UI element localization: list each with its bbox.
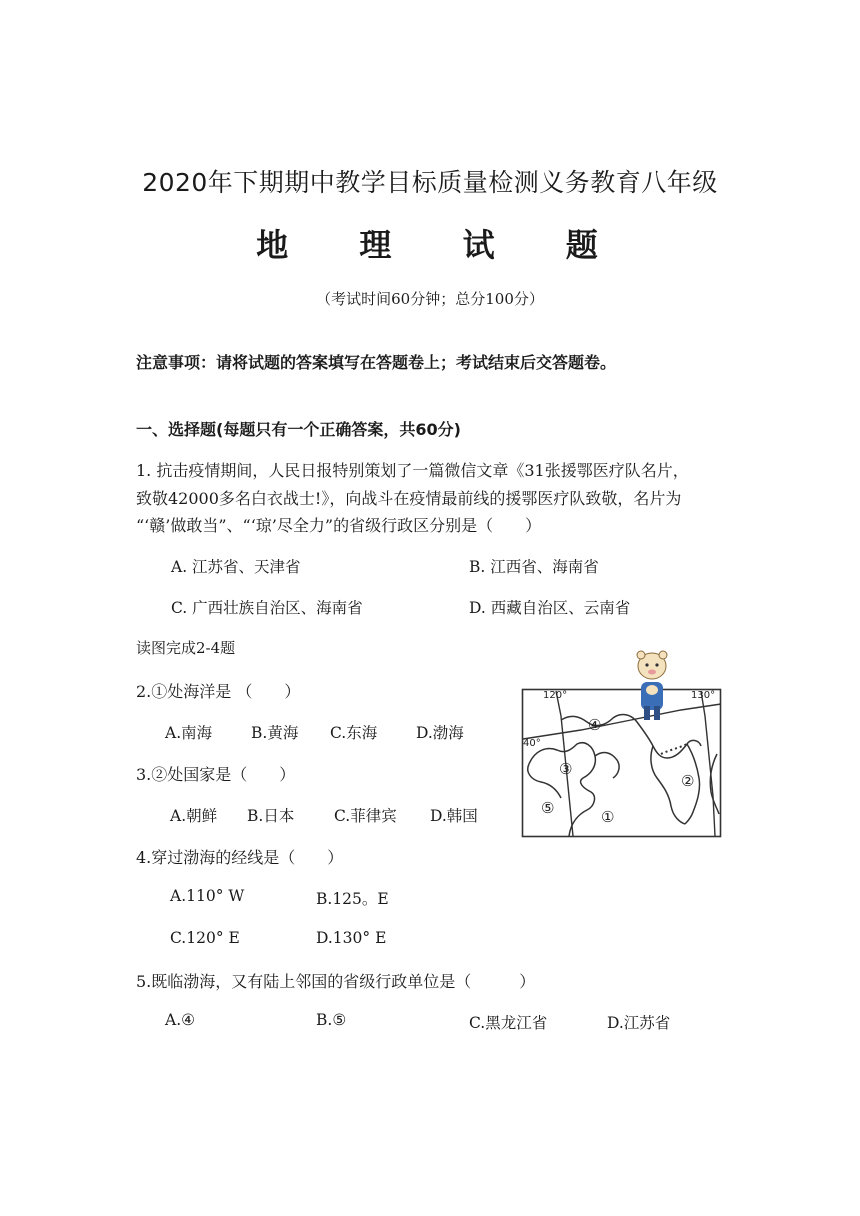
read-map-instruction: 读图完成2-4题	[136, 639, 236, 657]
map-label-120: 120°	[543, 690, 568, 701]
question-3-option-c: C.菲律宾	[334, 807, 397, 825]
question-5-option-c: C.黑龙江省	[469, 1014, 548, 1032]
exam-info: （考试时间60分钟；总分100分）	[316, 290, 544, 308]
map-label-4: ④	[588, 716, 602, 734]
question-2-option-a: A.南海	[165, 724, 213, 742]
map-label-2: ②	[681, 772, 695, 790]
question-4-option-b: B.125。E	[316, 890, 389, 908]
question-4-option-a: A.110° W	[170, 887, 245, 905]
question-1-option-a: A. 江苏省、天津省	[171, 558, 301, 576]
question-1-option-c: C. 广西壮族自治区、海南省	[171, 599, 363, 617]
question-1-line-1: 1. 抗击疫情期间，人民日报特别策划了一篇微信文章《31张援鄂医疗队名片，	[136, 461, 689, 480]
question-5-option-b: B.⑤	[316, 1011, 347, 1029]
map-label-1: ①	[601, 808, 615, 826]
map-figure	[521, 646, 731, 838]
exam-notice: 注意事项：请将试题的答案填写在答题卷上；考试结束后交答题卷。	[136, 353, 617, 372]
question-3-stem: 3.②处国家是（ ）	[136, 765, 296, 784]
map-label-40: 40°	[523, 738, 541, 749]
map-label-5: ⑤	[541, 799, 555, 817]
question-4-stem: 4.穿过渤海的经线是（ ）	[136, 848, 344, 867]
section-title: 一、选择题(每题只有一个正确答案，共60分)	[136, 420, 461, 439]
map-svg	[521, 646, 731, 838]
question-2-option-b: B.黄海	[251, 724, 299, 742]
question-5-option-a: A.④	[165, 1011, 196, 1029]
question-3-option-a: A.朝鲜	[170, 807, 218, 825]
question-1-line-3: “‘赣’做敢当”、“‘琼’尽全力”的省级行政区分别是（ ）	[136, 516, 542, 535]
question-3-option-d: D.韩国	[430, 807, 478, 825]
subject-title: 地 理 试 题	[256, 226, 628, 264]
question-1-option-b: B. 江西省、海南省	[469, 558, 599, 576]
question-4-option-d: D.130° E	[316, 929, 387, 947]
question-4-option-c: C.120° E	[170, 929, 240, 947]
exam-header-title: 2020年下期期中教学目标质量检测义务教育八年级	[142, 168, 718, 197]
question-5-option-d: D.江苏省	[607, 1014, 671, 1032]
map-label-130: 130°	[691, 690, 716, 701]
question-5-stem: 5.既临渤海，又有陆上邻国的省级行政单位是（ ）	[136, 972, 536, 991]
map-label-3: ③	[559, 760, 573, 778]
question-2-stem: 2.①处海洋是 （ ）	[136, 682, 301, 701]
question-3-option-b: B.日本	[247, 807, 295, 825]
question-1-line-2: 致敬42000多名白衣战士!》，向战斗在疫情最前线的援鄂医疗队致敬，名片为	[136, 489, 682, 508]
question-1-option-d: D. 西藏自治区、云南省	[469, 599, 631, 617]
question-2-option-d: D.渤海	[416, 724, 464, 742]
question-2-option-c: C.东海	[330, 724, 378, 742]
